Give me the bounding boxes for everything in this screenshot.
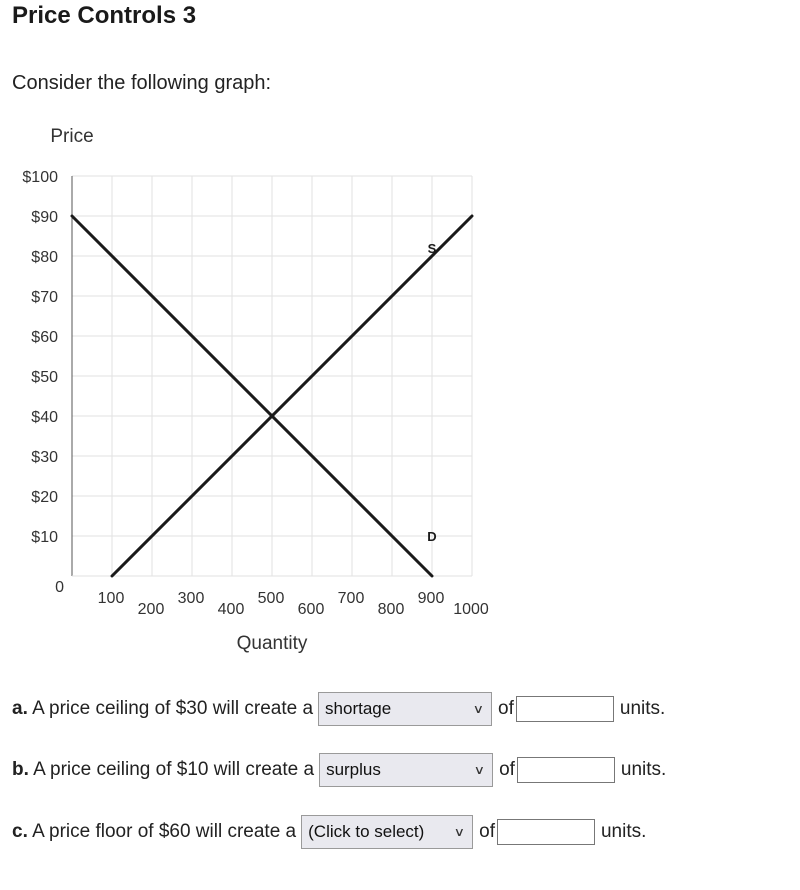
y-tick-label: $50 xyxy=(31,369,58,386)
question-a-of: of xyxy=(498,698,514,719)
question-b-units: units. xyxy=(620,759,667,780)
question-b-text: A price ceiling of $10 will create a xyxy=(33,759,315,780)
intro-text: Consider the following graph: xyxy=(12,72,272,94)
question-c-of: of xyxy=(479,821,495,842)
question-b-select[interactable] xyxy=(319,753,493,787)
x-tick-label: 700 xyxy=(337,590,365,607)
x-tick-label: 300 xyxy=(177,590,205,607)
question-c-units-input[interactable] xyxy=(497,819,595,845)
question-c-prefix: c. xyxy=(12,821,28,842)
series-line-d xyxy=(72,216,432,576)
x-tick-label: 900 xyxy=(417,590,445,607)
question-a-text: A price ceiling of $30 will create a xyxy=(32,698,314,719)
y-tick-label: $10 xyxy=(31,529,58,546)
chevron-down-icon: ∨ xyxy=(473,763,486,777)
question-c-units: units. xyxy=(600,821,647,842)
series-line-s xyxy=(112,216,472,576)
page-title: Price Controls 3 xyxy=(12,2,197,29)
series-label-d: D xyxy=(427,529,437,544)
question-c xyxy=(12,815,646,849)
question-b xyxy=(12,753,666,787)
x-tick-label: 200 xyxy=(137,601,165,618)
x-tick-label: 1000 xyxy=(453,601,489,618)
question-c-text: A price floor of $60 will create a xyxy=(32,821,297,842)
supply-demand-chart xyxy=(0,120,520,660)
x-tick-label: 800 xyxy=(377,601,405,618)
question-a-selected: shortage xyxy=(325,699,392,718)
grid-layer xyxy=(72,176,472,576)
question-c-selected: (Click to select) xyxy=(308,822,425,841)
x-tick-label: 100 xyxy=(97,590,125,607)
question-b-selected: surplus xyxy=(326,760,381,779)
question-b-prefix: b. xyxy=(12,759,29,780)
x-tick-label: 400 xyxy=(217,601,245,618)
question-b-units-input[interactable] xyxy=(517,757,615,783)
question-b-of: of xyxy=(499,759,515,780)
y-tick-label: 0 xyxy=(55,579,64,596)
x-axis-title: Quantity xyxy=(236,633,308,654)
y-tick-label: $60 xyxy=(31,329,58,346)
y-axis-title: Price xyxy=(50,126,94,147)
y-tick-label: $100 xyxy=(22,169,58,186)
question-c-select[interactable] xyxy=(301,815,473,849)
question-a-select[interactable] xyxy=(318,692,492,726)
y-tick-label: $80 xyxy=(31,249,58,266)
y-tick-label: $40 xyxy=(31,409,58,426)
chevron-down-icon: ∨ xyxy=(454,825,466,839)
y-tick-label: $90 xyxy=(31,209,58,226)
question-a-units-input[interactable] xyxy=(516,696,614,722)
series-label-s: S xyxy=(427,241,437,256)
y-tick-label: $20 xyxy=(31,489,58,506)
label-layer xyxy=(22,126,488,654)
question-a-prefix: a. xyxy=(12,698,28,719)
y-tick-label: $30 xyxy=(31,449,58,466)
y-tick-label: $70 xyxy=(31,289,58,306)
chevron-down-icon: ∨ xyxy=(472,702,485,716)
question-a xyxy=(12,692,665,726)
x-tick-label: 600 xyxy=(297,601,325,618)
x-tick-label: 500 xyxy=(257,590,285,607)
question-a-units: units. xyxy=(619,698,666,719)
